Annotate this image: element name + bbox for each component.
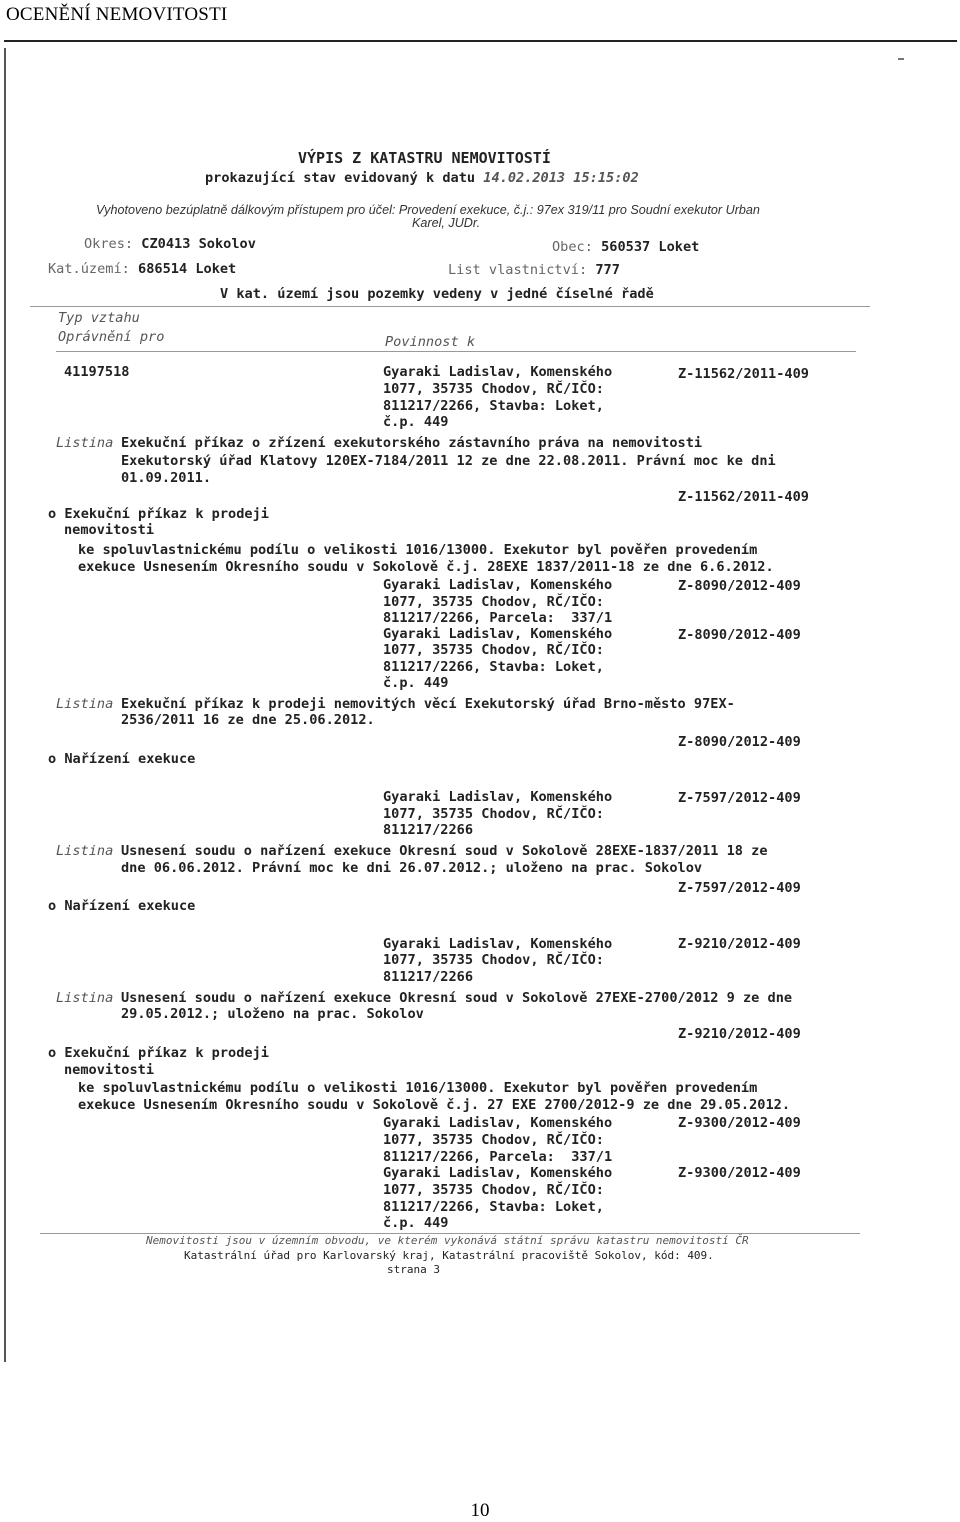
record-line: 2536/2011 16 ze dne 25.06.2012. — [121, 712, 375, 728]
listina-label: Listina — [56, 696, 114, 712]
record-line: Z-11562/2011-409 — [678, 489, 809, 505]
record-line: ke spoluvlastnickému podílu o velikosti 1016/13000. Exekutor byl pověřen provedením — [78, 542, 758, 558]
footer-line-1: Nemovitosti jsou v územním obvodu, ve kterém vykonává státní správu katastru nemovitostí ČR — [146, 1234, 749, 1247]
col-opravneni: Oprávnění pro — [58, 329, 165, 345]
record-line: Gyaraki Ladislav, Komenského — [383, 364, 613, 380]
subtitle-prefix: prokazující stav evidovaný k datu — [205, 170, 476, 186]
record-line: o Exekuční příkaz k prodeji — [48, 506, 269, 522]
record-line: Exekutorský úřad Klatovy 120EX-7184/2011 12 ze dne 22.08.2011. Právní moc ke dni — [121, 453, 776, 469]
record-line: 811217/2266 — [383, 969, 474, 985]
record-line: nemovitosti — [64, 522, 155, 538]
record-line: o Nařízení exekuce — [48, 751, 196, 767]
katuzemi-row — [48, 261, 236, 278]
record-line: 811217/2266, Stavba: Loket, — [383, 659, 604, 675]
record-line: Z-11562/2011-409 — [678, 366, 809, 382]
record-line: Z-8090/2012-409 — [678, 734, 801, 750]
page-number: 10 — [470, 1500, 490, 1521]
lv-value: 777 — [595, 262, 620, 278]
record-line: 1077, 35735 Chodov, RČ/IČO: — [383, 1132, 604, 1148]
record-line: Z-9300/2012-409 — [678, 1165, 801, 1181]
record-line: Gyaraki Ladislav, Komenského — [383, 626, 613, 642]
okres-row — [84, 236, 256, 253]
col-povinnost: Povinnost k — [385, 334, 476, 350]
obec-label: Obec: — [552, 239, 593, 255]
footer-line-3: strana 3 — [387, 1263, 440, 1276]
rule-header — [56, 351, 856, 352]
rule-top — [30, 306, 870, 307]
subtitle-date: 14.02.2013 15:15:02 — [483, 170, 639, 186]
record-line: 41197518 — [64, 364, 130, 380]
record-line: 1077, 35735 Chodov, RČ/IČO: — [383, 806, 604, 822]
lv-label: List vlastnictví: — [448, 262, 588, 278]
listina-label: Listina — [56, 843, 114, 859]
record-line: č.p. 449 — [383, 414, 449, 430]
record-line: nemovitosti — [64, 1062, 155, 1078]
purpose-line-1: Vyhotoveno bezúplatně dálkovým přístupem pro účel: Provedení exekuce, č.j.: 97ex 319/11 pro Soudní exekutor Urban — [96, 203, 760, 217]
record-line: č.p. 449 — [383, 675, 449, 691]
scan-speck — [898, 58, 904, 60]
record-line: 1077, 35735 Chodov, RČ/IČO: — [383, 1182, 604, 1198]
record-line: 811217/2266, Parcela: 337/1 — [383, 1149, 613, 1165]
doc-subtitle — [205, 170, 639, 187]
katuzemi-value: 686514 Loket — [138, 261, 237, 277]
record-line: 1077, 35735 Chodov, RČ/IČO: — [383, 952, 604, 968]
record-line: 29.05.2012.; uloženo na prac. Sokolov — [121, 1006, 424, 1022]
record-line: Z-8090/2012-409 — [678, 578, 801, 594]
record-line: Usnesení soudu o nařízení exekuce Okresní soud v Sokolově 27EXE-2700/2012 9 ze dne — [121, 990, 793, 1006]
record-line: exekuce Usnesením Okresního soudu v Sokolově č.j. 28EXE 1837/2011-18 ze dne 6.6.2012. — [78, 559, 774, 575]
record-line: Z-9210/2012-409 — [678, 936, 801, 952]
record-line: Z-9300/2012-409 — [678, 1115, 801, 1131]
record-line: 811217/2266, Stavba: Loket, — [383, 398, 604, 414]
record-line: 811217/2266, Stavba: Loket, — [383, 1199, 604, 1215]
okres-label: Okres: — [84, 236, 134, 252]
record-line: Gyaraki Ladislav, Komenského — [383, 1115, 613, 1131]
record-line: exekuce Usnesením Okresního soudu v Sokolově č.j. 27 EXE 2700/2012-9 ze dne 29.05.2012. — [78, 1097, 791, 1113]
record-line: 1077, 35735 Chodov, RČ/IČO: — [383, 594, 604, 610]
page-header: OCENĚNÍ NEMOVITOSTI — [6, 4, 228, 25]
record-line: Z-7597/2012-409 — [678, 880, 801, 896]
record-line: Exekuční příkaz k prodeji nemovitých věcí Exekutorský úřad Brno-město 97EX- — [121, 696, 735, 712]
record-line: č.p. 449 — [383, 1215, 449, 1231]
record-line: Z-9210/2012-409 — [678, 1026, 801, 1042]
header-rule — [4, 40, 957, 42]
col-typ-vztahu: Typ vztahu — [58, 310, 140, 326]
record-line: o Exekuční příkaz k prodeji — [48, 1045, 269, 1061]
footer-line-2: Katastrální úřad pro Karlovarský kraj, Katastrální pracoviště Sokolov, kód: 409. — [184, 1249, 714, 1262]
record-line: 1077, 35735 Chodov, RČ/IČO: — [383, 642, 604, 658]
numbering-note: V kat. území jsou pozemky vedeny v jedné číselné řadě — [220, 286, 654, 302]
okres-value: CZ0413 Sokolov — [141, 236, 256, 252]
purpose-line-2: Karel, JUDr. — [412, 216, 481, 230]
record-line: dne 06.06.2012. Právní moc ke dni 26.07.2012.; uloženo na prac. Sokolov — [121, 860, 703, 876]
record-line: Usnesení soudu o nařízení exekuce Okresní soud v Sokolově 28EXE-1837/2011 18 ze — [121, 843, 768, 859]
listina-label: Listina — [56, 435, 114, 451]
record-line: Exekuční příkaz o zřízení exekutorského zástavního práva na nemovitosti — [121, 435, 703, 451]
obec-value: 560537 Loket — [601, 239, 700, 255]
record-line: Gyaraki Ladislav, Komenského — [383, 936, 613, 952]
record-line: 01.09.2011. — [121, 470, 212, 486]
katuzemi-label: Kat.území: — [48, 261, 130, 277]
obec-row — [552, 239, 699, 256]
doc-title: VÝPIS Z KATASTRU NEMOVITOSTÍ — [298, 149, 551, 167]
lv-row — [448, 262, 620, 279]
record-line: 1077, 35735 Chodov, RČ/IČO: — [383, 381, 604, 397]
record-line: Z-8090/2012-409 — [678, 627, 801, 643]
record-line: Gyaraki Ladislav, Komenského — [383, 577, 613, 593]
record-line: o Nařízení exekuce — [48, 898, 196, 914]
record-line: Z-7597/2012-409 — [678, 790, 801, 806]
listina-label: Listina — [56, 990, 114, 1006]
record-line: Gyaraki Ladislav, Komenského — [383, 1165, 613, 1181]
record-line: 811217/2266 — [383, 822, 474, 838]
record-line: 811217/2266, Parcela: 337/1 — [383, 610, 613, 626]
record-line: ke spoluvlastnickému podílu o velikosti 1016/13000. Exekutor byl pověřen provedením — [78, 1080, 758, 1096]
record-line: Gyaraki Ladislav, Komenského — [383, 789, 613, 805]
